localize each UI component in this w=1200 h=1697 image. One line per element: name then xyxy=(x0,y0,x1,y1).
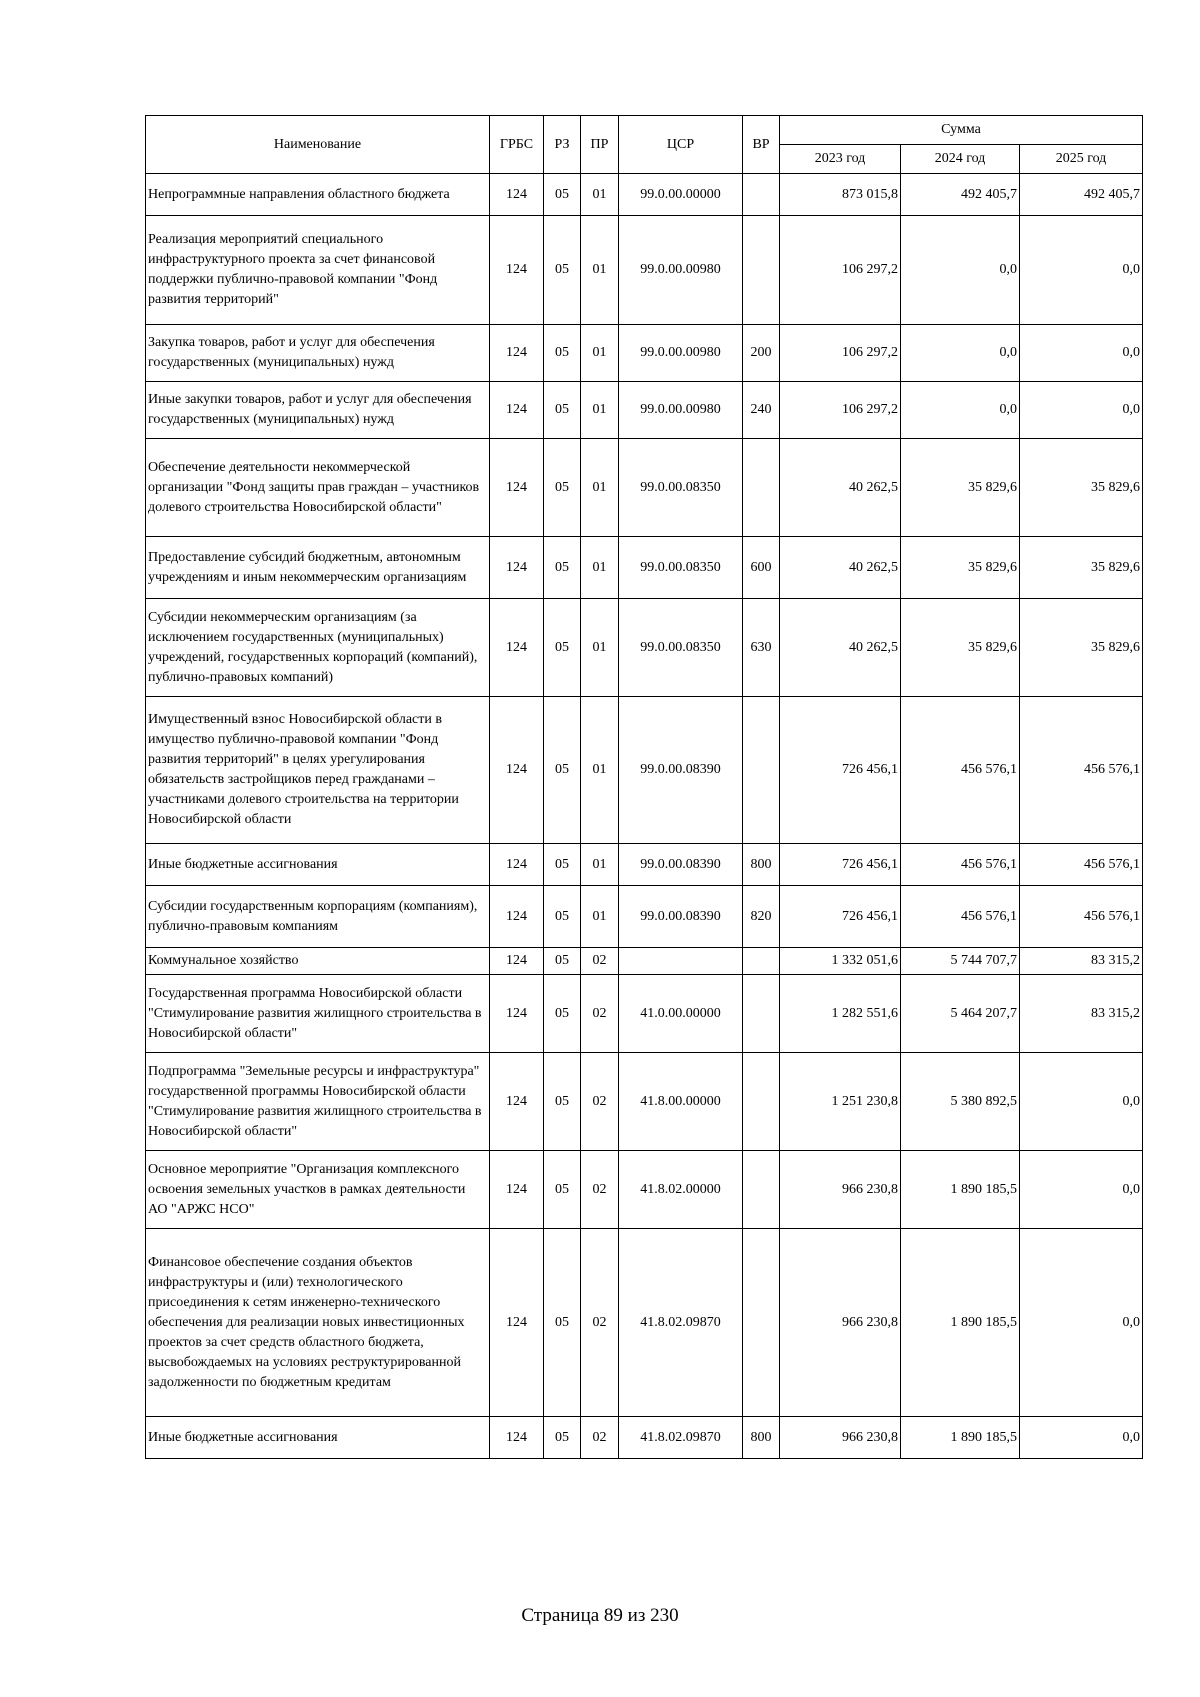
cell-name: Финансовое обеспечение создания объектов инфраструктуры и (или) технологического присоединения к сетям инженерно-технического обеспечения для реализации новых инвестиционных проектов за счет средств областного бюджета, высвобождаемых на условиях реструктурированной задолженности по бюджетным кредитам xyxy=(146,1229,490,1417)
cell-2025: 456 576,1 xyxy=(1020,844,1143,886)
table-row xyxy=(146,537,1143,599)
cell-name: Субсидии государственным корпорациям (компаниям), публично-правовым компаниям xyxy=(146,886,490,948)
cell-name: Подпрограмма "Земельные ресурсы и инфраструктура" государственной программы Новосибирской области "Стимулирование развития жилищного строительства в Новосибирской области" xyxy=(146,1053,490,1151)
cell-2023: 873 015,8 xyxy=(780,174,901,216)
cell-pr: 01 xyxy=(581,537,619,599)
cell-grbs: 124 xyxy=(490,599,544,697)
cell-2025: 35 829,6 xyxy=(1020,599,1143,697)
cell-2025: 0,0 xyxy=(1020,1417,1143,1459)
cell-name: Непрограммные направления областного бюджета xyxy=(146,174,490,216)
cell-vr xyxy=(743,1053,780,1151)
cell-rz: 05 xyxy=(544,325,581,382)
cell-grbs: 124 xyxy=(490,844,544,886)
cell-2025: 0,0 xyxy=(1020,1053,1143,1151)
table-body xyxy=(146,174,1143,1459)
cell-pr: 01 xyxy=(581,439,619,537)
cell-name: Государственная программа Новосибирской области "Стимулирование развития жилищного строительства в Новосибирской области" xyxy=(146,975,490,1053)
cell-2024: 456 576,1 xyxy=(901,844,1020,886)
cell-2023: 40 262,5 xyxy=(780,599,901,697)
cell-2023: 966 230,8 xyxy=(780,1151,901,1229)
cell-rz: 05 xyxy=(544,697,581,844)
cell-rz: 05 xyxy=(544,216,581,325)
cell-csr: 41.8.02.00000 xyxy=(619,1151,743,1229)
cell-rz: 05 xyxy=(544,537,581,599)
cell-pr: 01 xyxy=(581,886,619,948)
cell-rz: 05 xyxy=(544,844,581,886)
cell-grbs: 124 xyxy=(490,697,544,844)
header-name: Наименование xyxy=(146,116,490,174)
cell-2024: 0,0 xyxy=(901,216,1020,325)
table-row xyxy=(146,174,1143,216)
cell-vr xyxy=(743,697,780,844)
table-row xyxy=(146,1417,1143,1459)
header-grbs: ГРБС xyxy=(490,116,544,174)
header-pr: ПР xyxy=(581,116,619,174)
cell-grbs: 124 xyxy=(490,1053,544,1151)
cell-2023: 726 456,1 xyxy=(780,844,901,886)
cell-2025: 0,0 xyxy=(1020,382,1143,439)
cell-rz: 05 xyxy=(544,948,581,975)
cell-name: Обеспечение деятельности некоммерческой организации "Фонд защиты прав граждан – участников долевого строительства Новосибирской области" xyxy=(146,439,490,537)
cell-csr: 99.0.00.00000 xyxy=(619,174,743,216)
cell-2025: 83 315,2 xyxy=(1020,975,1143,1053)
cell-name: Иные бюджетные ассигнования xyxy=(146,1417,490,1459)
cell-2023: 40 262,5 xyxy=(780,439,901,537)
header-year-2025: 2025 год xyxy=(1020,145,1143,174)
cell-name: Коммунальное хозяйство xyxy=(146,948,490,975)
cell-name: Предоставление субсидий бюджетным, автономным учреждениям и иным некоммерческим организациям xyxy=(146,537,490,599)
cell-vr xyxy=(743,216,780,325)
header-sum: Сумма xyxy=(780,116,1143,145)
table-row xyxy=(146,1053,1143,1151)
cell-pr: 02 xyxy=(581,975,619,1053)
cell-pr: 01 xyxy=(581,697,619,844)
header-rz: РЗ xyxy=(544,116,581,174)
cell-vr xyxy=(743,948,780,975)
cell-2025: 0,0 xyxy=(1020,325,1143,382)
cell-csr: 99.0.00.08350 xyxy=(619,599,743,697)
cell-2023: 1 282 551,6 xyxy=(780,975,901,1053)
cell-pr: 01 xyxy=(581,382,619,439)
cell-grbs: 124 xyxy=(490,216,544,325)
cell-csr: 41.8.00.00000 xyxy=(619,1053,743,1151)
cell-rz: 05 xyxy=(544,886,581,948)
cell-grbs: 124 xyxy=(490,439,544,537)
cell-2025: 35 829,6 xyxy=(1020,439,1143,537)
cell-pr: 01 xyxy=(581,174,619,216)
header-year-2024: 2024 год xyxy=(901,145,1020,174)
cell-grbs: 124 xyxy=(490,1229,544,1417)
table-row xyxy=(146,325,1143,382)
table-row xyxy=(146,975,1143,1053)
cell-vr: 820 xyxy=(743,886,780,948)
cell-rz: 05 xyxy=(544,174,581,216)
table-row xyxy=(146,886,1143,948)
cell-csr: 99.0.00.08390 xyxy=(619,697,743,844)
cell-grbs: 124 xyxy=(490,948,544,975)
header-vr: ВР xyxy=(743,116,780,174)
cell-grbs: 124 xyxy=(490,325,544,382)
cell-name: Имущественный взнос Новосибирской области в имущество публично-правовой компании "Фонд развития территорий" в целях урегулирования обязательств застройщиков перед гражданами – участниками долевого строительства на территории Новосибирской области xyxy=(146,697,490,844)
cell-rz: 05 xyxy=(544,1229,581,1417)
cell-csr xyxy=(619,948,743,975)
cell-vr: 240 xyxy=(743,382,780,439)
cell-pr: 01 xyxy=(581,216,619,325)
cell-name: Основное мероприятие "Организация комплексного освоения земельных участков в рамках деятельности АО "АРЖС НСО" xyxy=(146,1151,490,1229)
table-row xyxy=(146,382,1143,439)
cell-pr: 02 xyxy=(581,1417,619,1459)
cell-2024: 456 576,1 xyxy=(901,886,1020,948)
cell-pr: 02 xyxy=(581,1151,619,1229)
cell-pr: 01 xyxy=(581,325,619,382)
cell-pr: 02 xyxy=(581,948,619,975)
cell-rz: 05 xyxy=(544,1053,581,1151)
cell-vr: 800 xyxy=(743,844,780,886)
cell-csr: 99.0.00.00980 xyxy=(619,216,743,325)
cell-2025: 492 405,7 xyxy=(1020,174,1143,216)
cell-rz: 05 xyxy=(544,1417,581,1459)
cell-csr: 99.0.00.08390 xyxy=(619,886,743,948)
cell-grbs: 124 xyxy=(490,975,544,1053)
cell-rz: 05 xyxy=(544,975,581,1053)
table-row xyxy=(146,1151,1143,1229)
cell-name: Реализация мероприятий специального инфраструктурного проекта за счет финансовой поддержки публично-правовой компании "Фонд развития территорий" xyxy=(146,216,490,325)
cell-2024: 1 890 185,5 xyxy=(901,1229,1020,1417)
cell-2024: 5 464 207,7 xyxy=(901,975,1020,1053)
cell-2025: 83 315,2 xyxy=(1020,948,1143,975)
cell-name: Субсидии некоммерческим организациям (за исключением государственных (муниципальных) учреждений, государственных корпораций (компаний), публично-правовых компаний) xyxy=(146,599,490,697)
cell-2025: 456 576,1 xyxy=(1020,886,1143,948)
header-year-2023: 2023 год xyxy=(780,145,901,174)
cell-2023: 106 297,2 xyxy=(780,325,901,382)
cell-2024: 1 890 185,5 xyxy=(901,1151,1020,1229)
cell-pr: 02 xyxy=(581,1053,619,1151)
cell-2023: 106 297,2 xyxy=(780,216,901,325)
cell-vr: 630 xyxy=(743,599,780,697)
cell-vr xyxy=(743,1229,780,1417)
cell-csr: 99.0.00.08390 xyxy=(619,844,743,886)
cell-rz: 05 xyxy=(544,599,581,697)
cell-2025: 0,0 xyxy=(1020,1229,1143,1417)
table-row xyxy=(146,439,1143,537)
cell-grbs: 124 xyxy=(490,886,544,948)
cell-csr: 99.0.00.08350 xyxy=(619,439,743,537)
cell-grbs: 124 xyxy=(490,1151,544,1229)
cell-2024: 35 829,6 xyxy=(901,537,1020,599)
cell-vr: 600 xyxy=(743,537,780,599)
cell-vr xyxy=(743,174,780,216)
cell-vr: 800 xyxy=(743,1417,780,1459)
cell-2025: 0,0 xyxy=(1020,216,1143,325)
cell-2023: 726 456,1 xyxy=(780,886,901,948)
cell-2025: 0,0 xyxy=(1020,1151,1143,1229)
cell-2024: 5 380 892,5 xyxy=(901,1053,1020,1151)
cell-2023: 40 262,5 xyxy=(780,537,901,599)
cell-grbs: 124 xyxy=(490,537,544,599)
cell-2023: 106 297,2 xyxy=(780,382,901,439)
cell-csr: 41.8.02.09870 xyxy=(619,1417,743,1459)
cell-vr xyxy=(743,975,780,1053)
cell-pr: 02 xyxy=(581,1229,619,1417)
cell-csr: 99.0.00.08350 xyxy=(619,537,743,599)
table-row xyxy=(146,599,1143,697)
table-row xyxy=(146,844,1143,886)
table-row xyxy=(146,1229,1143,1417)
table-row xyxy=(146,948,1143,975)
cell-rz: 05 xyxy=(544,1151,581,1229)
cell-2024: 0,0 xyxy=(901,325,1020,382)
cell-vr xyxy=(743,439,780,537)
cell-name: Иные бюджетные ассигнования xyxy=(146,844,490,886)
cell-2023: 726 456,1 xyxy=(780,697,901,844)
cell-2023: 966 230,8 xyxy=(780,1229,901,1417)
cell-2024: 1 890 185,5 xyxy=(901,1417,1020,1459)
page-number: Страница 89 из 230 xyxy=(521,1605,679,1626)
cell-2024: 5 744 707,7 xyxy=(901,948,1020,975)
cell-csr: 99.0.00.00980 xyxy=(619,382,743,439)
cell-2025: 456 576,1 xyxy=(1020,697,1143,844)
cell-2024: 0,0 xyxy=(901,382,1020,439)
cell-csr: 99.0.00.00980 xyxy=(619,325,743,382)
cell-2023: 1 332 051,6 xyxy=(780,948,901,975)
cell-csr: 41.8.02.09870 xyxy=(619,1229,743,1417)
cell-grbs: 124 xyxy=(490,382,544,439)
cell-rz: 05 xyxy=(544,382,581,439)
cell-grbs: 124 xyxy=(490,174,544,216)
cell-2023: 966 230,8 xyxy=(780,1417,901,1459)
cell-vr: 200 xyxy=(743,325,780,382)
table-row xyxy=(146,216,1143,325)
cell-name: Закупка товаров, работ и услуг для обеспечения государственных (муниципальных) нужд xyxy=(146,325,490,382)
table-header xyxy=(146,116,1143,174)
cell-rz: 05 xyxy=(544,439,581,537)
cell-2023: 1 251 230,8 xyxy=(780,1053,901,1151)
cell-2024: 456 576,1 xyxy=(901,697,1020,844)
budget-table xyxy=(145,115,1143,1459)
cell-name: Иные закупки товаров, работ и услуг для обеспечения государственных (муниципальных) нужд xyxy=(146,382,490,439)
cell-grbs: 124 xyxy=(490,1417,544,1459)
cell-pr: 01 xyxy=(581,599,619,697)
cell-2024: 35 829,6 xyxy=(901,599,1020,697)
cell-2025: 35 829,6 xyxy=(1020,537,1143,599)
cell-2024: 492 405,7 xyxy=(901,174,1020,216)
cell-pr: 01 xyxy=(581,844,619,886)
cell-csr: 41.0.00.00000 xyxy=(619,975,743,1053)
header-csr: ЦСР xyxy=(619,116,743,174)
table-row xyxy=(146,697,1143,844)
cell-2024: 35 829,6 xyxy=(901,439,1020,537)
cell-vr xyxy=(743,1151,780,1229)
